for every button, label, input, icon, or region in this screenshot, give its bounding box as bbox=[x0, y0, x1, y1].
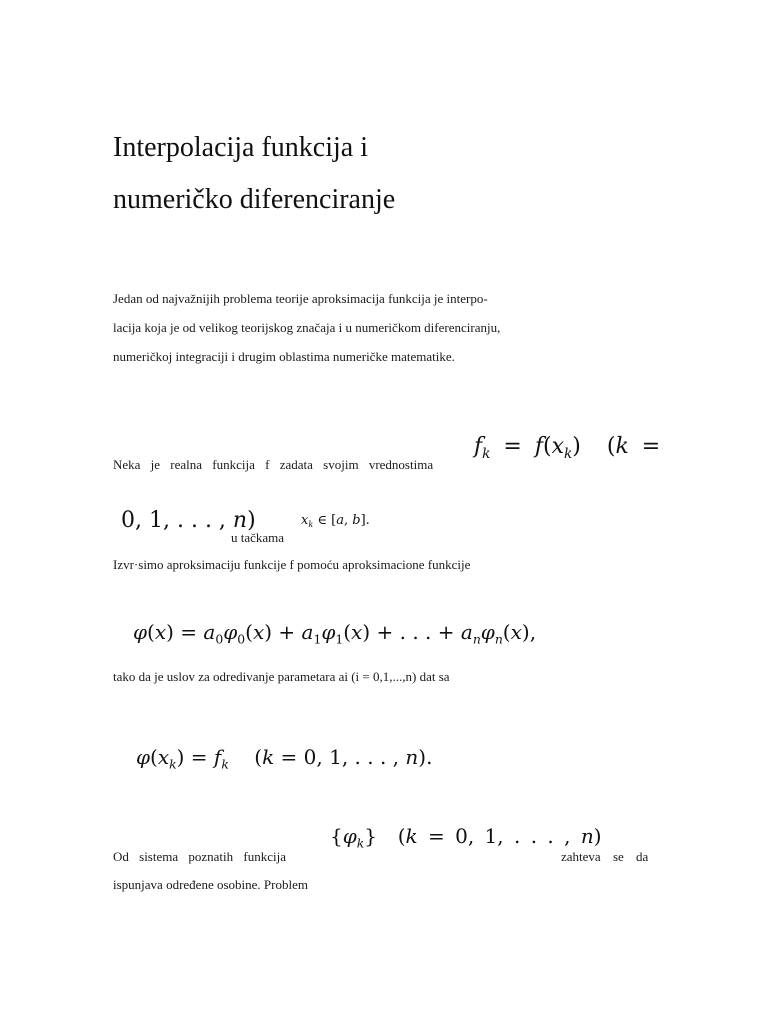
p3-text: tako da je uslov za odredivanje parametara ai (i = 0,1,...,n) dat sa bbox=[113, 669, 450, 684]
document-title bbox=[113, 122, 395, 226]
formula-approximation-function: $\varphi(x) = a_0\varphi_0(x) + a_1\varphi_1(x)$ + . . . + $a_n\varphi_n(x)$, bbox=[133, 620, 537, 647]
p1-text: Neka je realna funkcija f zadata svojim vrednostima bbox=[113, 457, 434, 472]
intro-line: lacija koja je od velikog teorijskog značaja i u numeričkom diferenciranju, bbox=[113, 320, 501, 335]
intro-line: Jedan od najvažnijih problema teorije aproksimacija funkcija je interpo- bbox=[113, 291, 488, 306]
intro-line: numeričkoj integraciji i drugim oblastima numeričke matematike. bbox=[113, 349, 455, 364]
math-xk-interval: $x_k$ ∈ [a, b]. bbox=[301, 513, 370, 529]
p2-text: Izvr·simo aproksimaciju funkcije f pomoću aproksimacione funkcije bbox=[113, 557, 471, 572]
p4-text: Od sistema poznatih funkcija bbox=[113, 849, 286, 864]
math-fk-definition: $f_k = f(x_k) (k$ = bbox=[474, 434, 661, 462]
math-function-system: $\{\varphi_k\} (k = 0$, 1, . . . , n) bbox=[330, 824, 602, 851]
intro-paragraph bbox=[113, 284, 673, 371]
p4-text-3: ispunjava određene osobine. Problem bbox=[113, 877, 308, 892]
title-line-2: numeričko diferenciranje bbox=[113, 184, 396, 215]
title-line-1: Interpolacija funkcija i bbox=[113, 132, 368, 163]
math-index-range: 0, 1, . . . , n) bbox=[121, 508, 256, 533]
p4-text-2: zahteva se da bbox=[561, 849, 649, 864]
formula-interpolation-condition: $\varphi(x_k) = f_k$ (k = 0, 1, . . . , n). bbox=[136, 745, 433, 772]
p1-text-2: u tačkama bbox=[231, 530, 285, 545]
